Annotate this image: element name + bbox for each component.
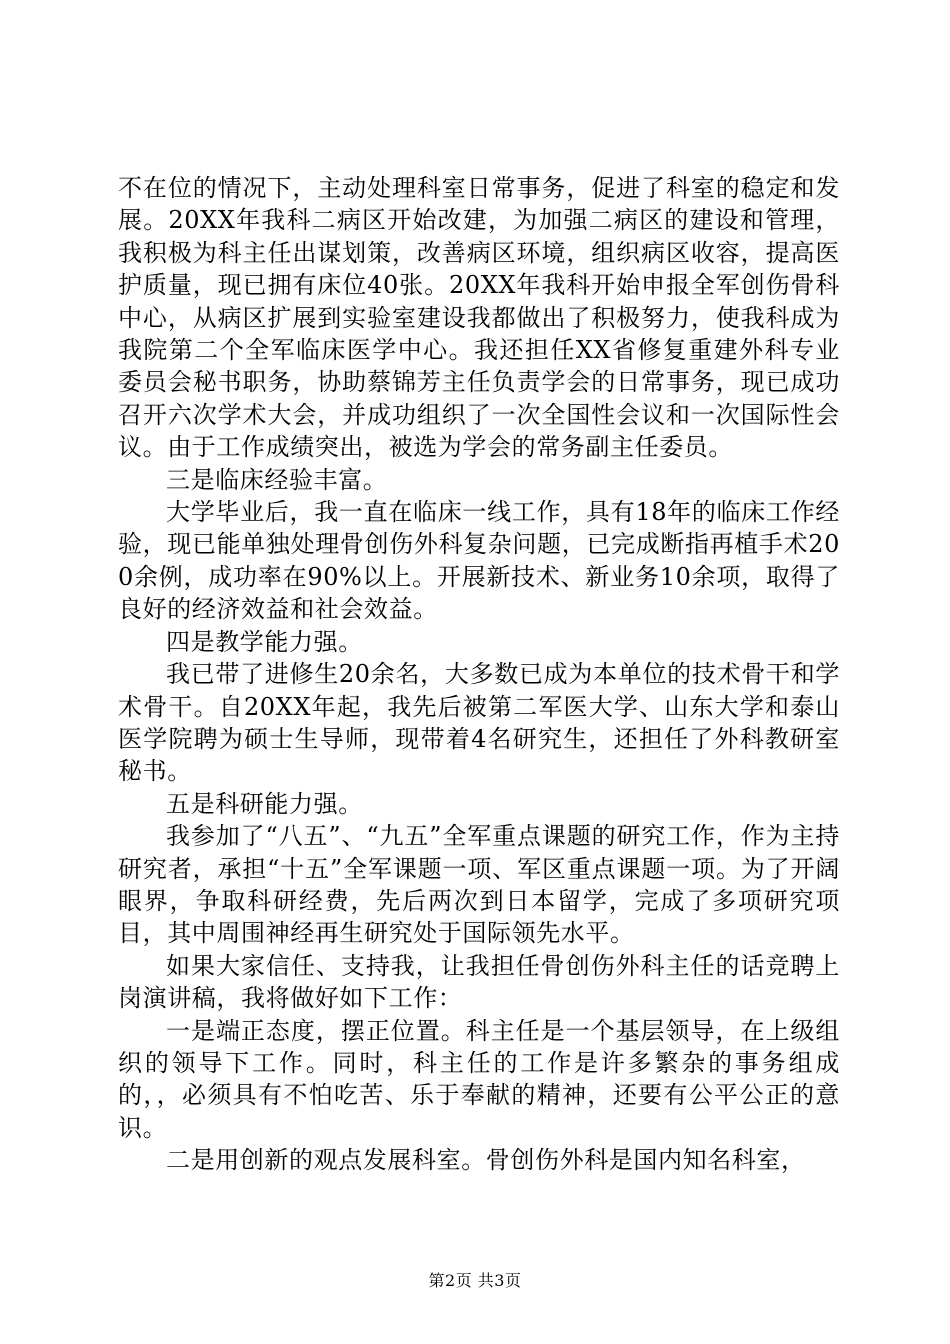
document-body	[118, 172, 840, 1177]
paragraph-plan-intro: 如果大家信任、支持我，让我担任骨创伤外科主任的话竞聘上岗演讲稿，我将做好如下工作：	[118, 951, 840, 1013]
section-heading-research: 五是科研能力强。	[166, 789, 363, 818]
section-heading-clinical-experience: 三是临床经验丰富。	[166, 465, 388, 494]
paragraph-continuation: 不在位的情况下，主动处理科室日常事务，促进了科室的稳定和发展。20XX年我科二病区开始改建，为加强二病区的建设和管理，我积极为科主任出谋划策，改善病区环境，组织病区收容，提高医护质量，现已拥有床位40张。20XX年我科开始申报全军创伤骨科中心，从病区扩展到实验室建设我都做出了积极努力，使我科成为我院第二个全军临床医学中心。我还担任XX省修复重建外科专业委员会秘书职务，协助蔡锦芳主任负责学会的日常事务，现已成功召开六次学术大会，并成功组织了一次全国性会议和一次国际性会议。由于工作成绩突出，被选为学会的常务副主任委员。	[118, 174, 840, 462]
paragraph-teaching: 我已带了进修生20余名，大多数已成为本单位的技术骨干和学术骨干。自20XX年起，我先后被第二军医大学、山东大学和泰山医学院聘为硕士生导师，现带着4名研究生，还担任了外科教研室秘书。	[118, 660, 840, 786]
page-footer: 第2页 共3页	[428, 1271, 522, 1290]
section-heading-teaching: 四是教学能力强。	[166, 627, 363, 656]
paragraph-plan-two: 二是用创新的观点发展科室。骨创伤外科是国内知名科室，	[166, 1146, 806, 1175]
paragraph-research: 我参加了“八五”、“九五”全军重点课题的研究工作，作为主持研究者，承担“十五”全军课题一项、军区重点课题一项。为了开阔眼界，争取科研经费，先后两次到日本留学，完成了多项研究项目，其中周围神经再生研究处于国际领先水平。	[118, 822, 840, 948]
paragraph-plan-one: 一是端正态度，摆正位置。科主任是一个基层领导，在上级组织的领导下工作。同时，科主任的工作是许多繁杂的事务组成的，，必须具有不怕吃苦、乐于奉献的精神，还要有公平公正的意识。	[118, 1016, 840, 1142]
paragraph-clinical-experience: 大学毕业后，我一直在临床一线工作，具有18年的临床工作经验，现已能单独处理骨创伤外科复杂问题，已完成断指再植手术200余例，成功率在90%以上。开展新技术、新业务10余项，取得了良好的经济效益和社会效益。	[118, 498, 840, 624]
